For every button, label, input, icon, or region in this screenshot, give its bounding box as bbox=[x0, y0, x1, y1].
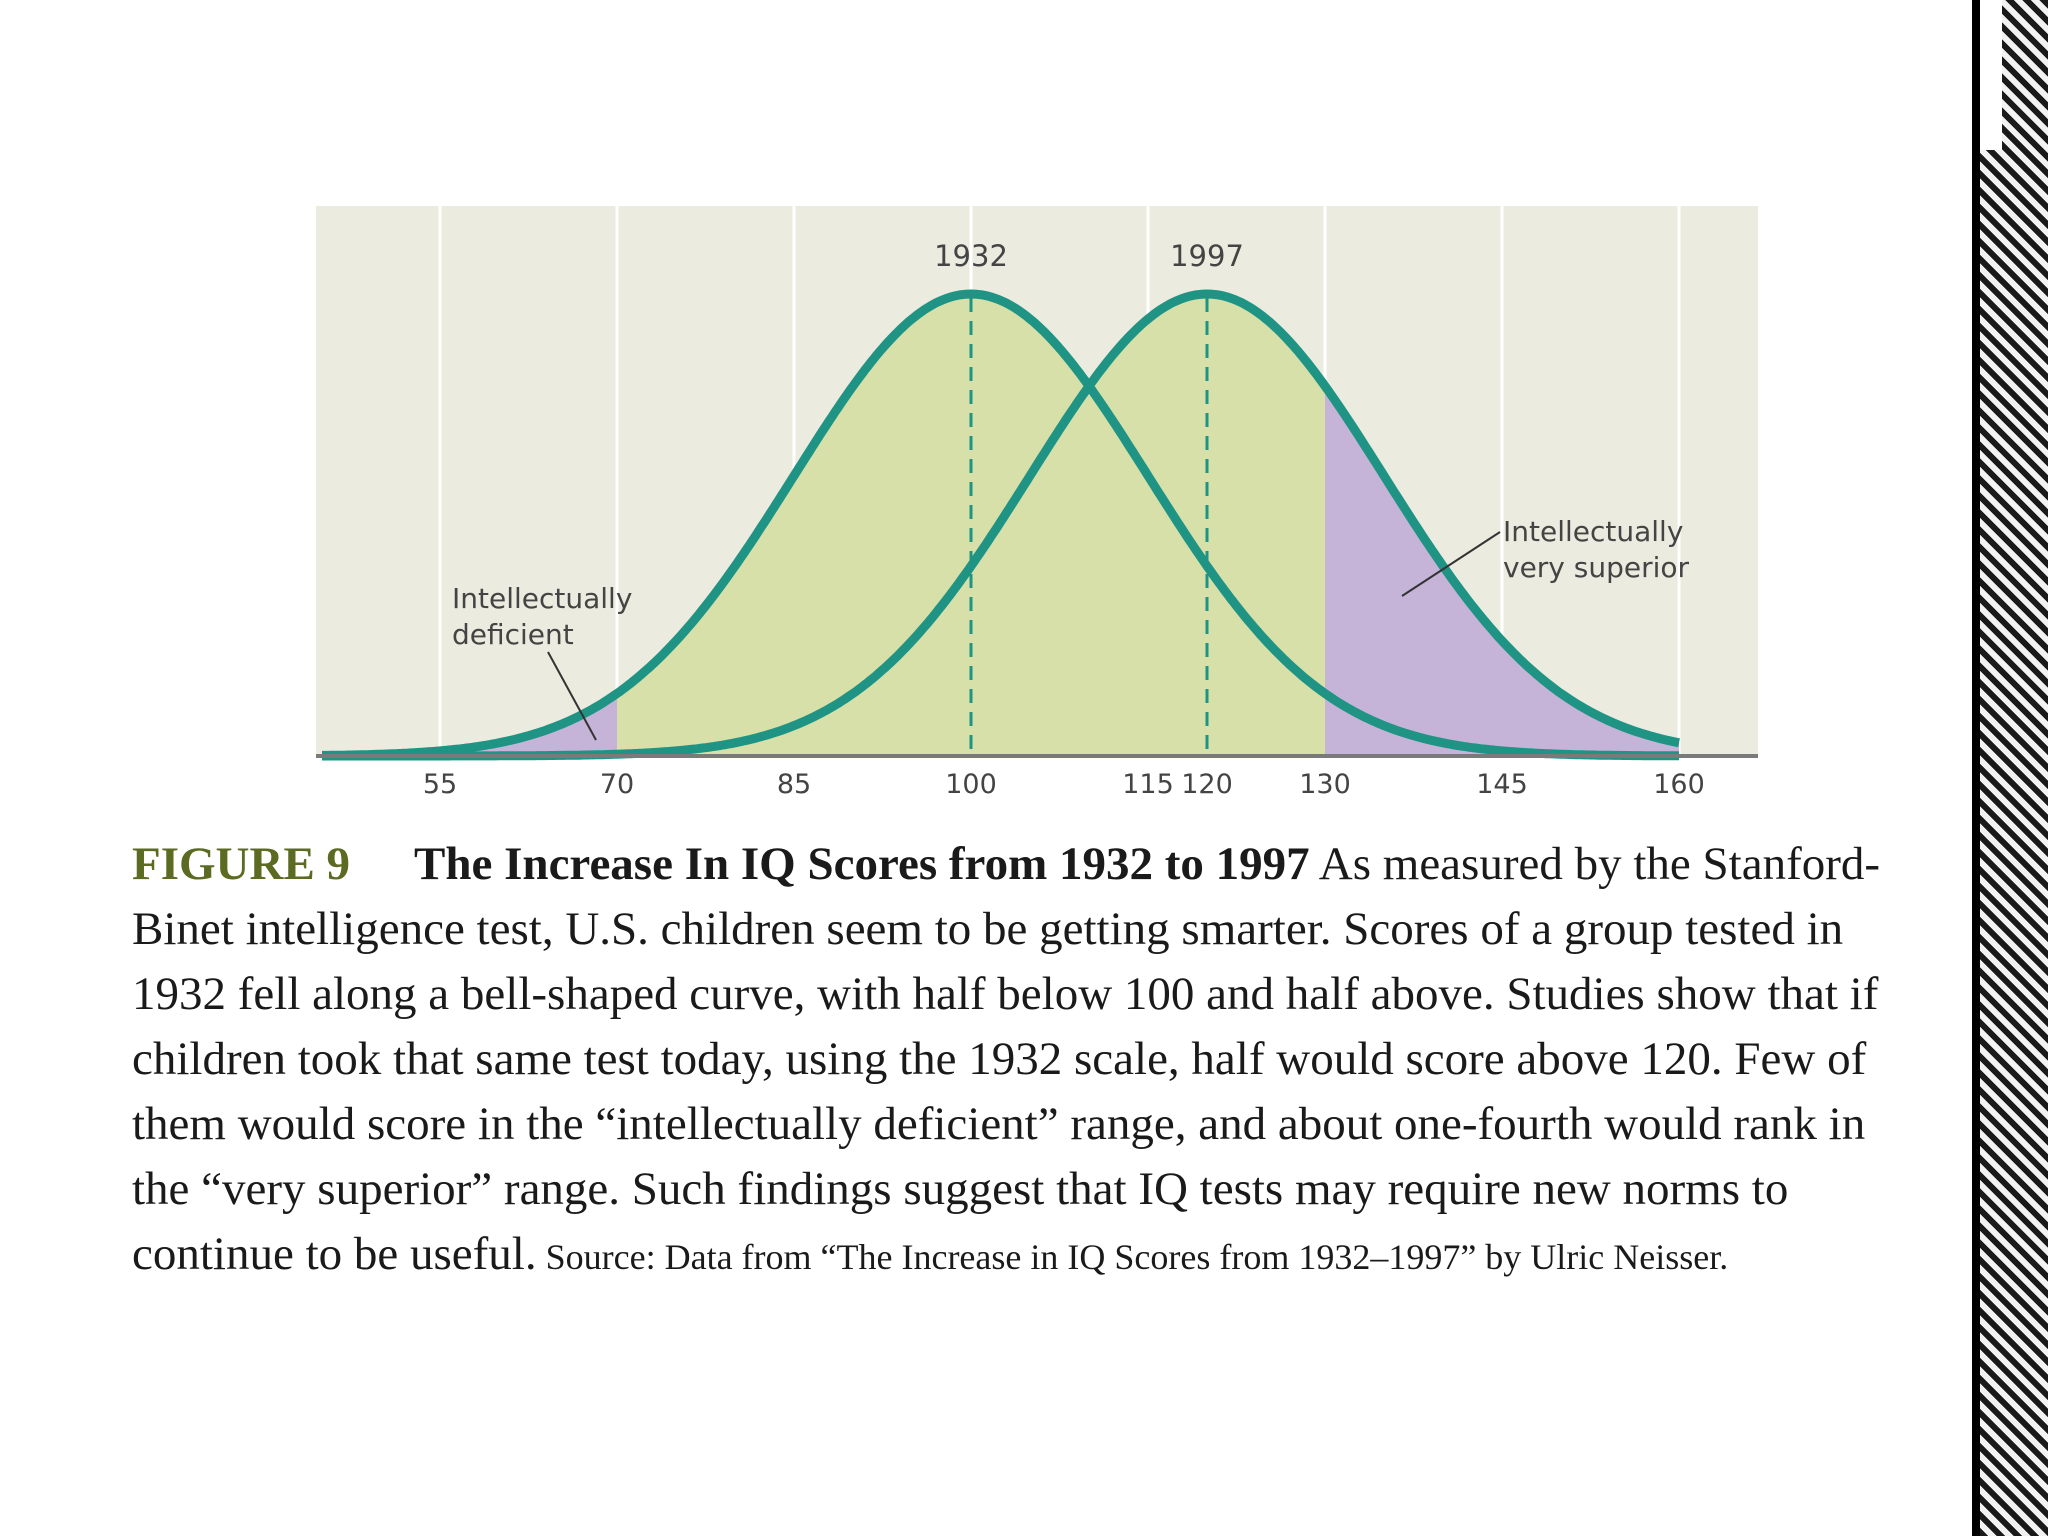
x-tick-label: 70 bbox=[599, 769, 635, 800]
x-tick-label: 120 bbox=[1181, 769, 1233, 800]
caption-title: The Increase In IQ Scores from 1932 to 1997 bbox=[414, 838, 1310, 890]
annotation-deficient-line1: Intellectually bbox=[452, 582, 633, 615]
x-tick-labels bbox=[423, 769, 1705, 800]
caption-body: As measured by the Stanford-Binet intelligence test, U.S. children seem to be getting smarter. Scores of a group tested in 1932 fell along a bell-shaped curve, with half below 100 and half above. Studies show that if children took that same test today, using the 1932 scale, half would score above 120. Few of them would score in the “intellectually deficient” range, and about one-fourth would rank in the “very superior” range. Such findings suggest that IQ tests may require new norms to continue to be useful. bbox=[132, 838, 1881, 1280]
slide-edge-line bbox=[1972, 0, 1980, 1536]
x-tick-label: 55 bbox=[422, 769, 458, 800]
curve-label-1932: 1932 bbox=[934, 239, 1008, 273]
decorative-border-notch bbox=[1980, 0, 2002, 150]
caption-source: Source: Data from “The Increase in IQ Scores from 1932–1997” by Ulric Neisser. bbox=[536, 1237, 1729, 1277]
decorative-border bbox=[1980, 0, 2048, 1536]
x-tick-label: 160 bbox=[1653, 769, 1705, 800]
annotation-deficient-line2: deficient bbox=[452, 618, 574, 651]
x-tick-label: 100 bbox=[945, 769, 997, 800]
annotation-superior-line2: very superior bbox=[1503, 551, 1690, 584]
figure-caption bbox=[132, 832, 1932, 1290]
annotation-superior-line1: Intellectually bbox=[1503, 515, 1684, 548]
x-tick-label: 115 bbox=[1122, 769, 1174, 800]
x-tick-label: 85 bbox=[776, 769, 812, 800]
curve-label-1997: 1997 bbox=[1170, 239, 1244, 273]
x-tick-label: 145 bbox=[1476, 769, 1528, 800]
x-tick-label: 130 bbox=[1299, 769, 1351, 800]
caption-figure-label: FIGURE 9 bbox=[132, 838, 351, 890]
